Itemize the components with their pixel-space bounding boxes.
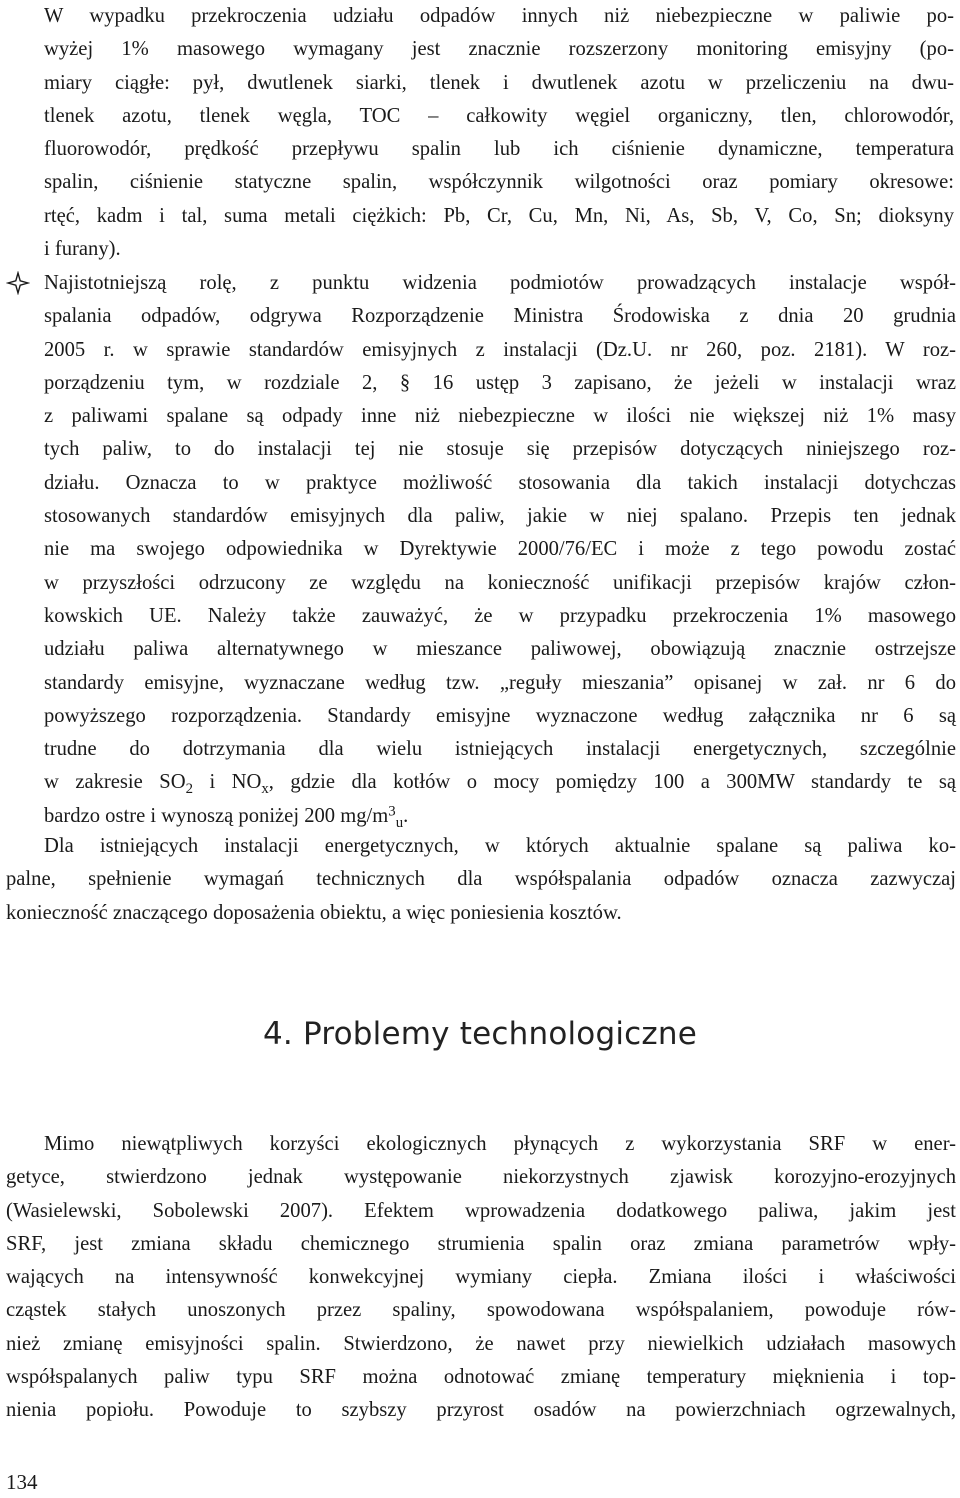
text-line: nież zmianę emisyjności spalin. Stwierdzono, że nawet przy niewielkich udziałach masowych xyxy=(6,1332,956,1355)
text-line: W wypadku przekroczenia udziału odpadów innych niż niebezpieczne w paliwie po- xyxy=(44,5,954,27)
subscript: x xyxy=(261,781,269,798)
text-line: powyższego rozporządzenia. Standardy emisyjne wyznaczone według załącznika nr 6 są xyxy=(44,704,956,727)
text-line: nie ma swojego odpowiednika w Dyrektywie 2000/76/EC i może z tego powodu zostać xyxy=(44,538,956,561)
text-line: (Wasielewski, Sobolewski 2007). Efektem wprowadzenia dodatkowego paliwa, jakim jest xyxy=(6,1199,956,1222)
text-line: tych paliw, to do instalacji tej nie stosuje się przepisów dotyczących niniejszego roz- xyxy=(44,438,956,461)
subscript: u xyxy=(395,814,404,831)
text-line: stosowanych standardów emisyjnych dla paliw, jakie w niej spalano. Przepis ten jednak xyxy=(44,505,956,528)
text-line: kowskich UE. Należy także zauważyć, że w przypadku przekroczenia 1% masowego xyxy=(44,604,956,627)
text-line: wyżej 1% masowego wymagany jest znacznie rozszerzony monitoring emisyjny (po- xyxy=(44,38,954,61)
paragraph-existing-installations xyxy=(6,830,956,930)
text-line-chemical-formulas xyxy=(44,766,956,799)
text-line: Najistotniejszą rolę, z punktu widzenia podmiotów prowadzących instalacje współ- xyxy=(44,272,956,294)
text-line: udziału paliwa alternatywnego w mieszance paliwowej, obowiązują znacznie ostrzejsze xyxy=(44,638,956,661)
text-fragment: , gdzie dla kotłów o mocy pomiędzy 100 a 300MW standardy te są xyxy=(268,771,957,794)
paragraph-regulation xyxy=(44,267,956,833)
paragraph-emission-monitoring xyxy=(44,0,954,266)
text-line: współspalanych paliw typu SRF można odnotować zmianę temperatury mięknienia i top- xyxy=(6,1366,956,1389)
text-line: działu. Oznacza to w praktyce możliwość stosowania dla takich instalacji dotychczas xyxy=(44,471,956,494)
text-line: fluorowodór, prędkość przepływu spalin lub ich ciśnienie dynamiczne, temperatura xyxy=(44,138,954,161)
text-line: Mimo niewątpliwych korzyści ekologicznych płynących z wykorzystania SRF w ener- xyxy=(44,1133,956,1155)
text-line: wających na intensywność konwekcyjnej wymiany ciepła. Zmiana ilości i właściwości xyxy=(6,1266,956,1289)
paragraph-technological-problems xyxy=(6,1128,956,1428)
text-line: w przyszłości odrzucony ze względu na konieczność unifikacji przepisów krajów człon- xyxy=(44,571,956,594)
superscript: 3 xyxy=(388,803,396,820)
page-number: 134 xyxy=(6,1470,38,1494)
subscript: 2 xyxy=(185,781,193,798)
text-line: standardy emisyjne, wyznaczane według tzw. „reguły mieszania” opisanej w zał. nr 6 do xyxy=(44,671,956,694)
text-line: miary ciągłe: pył, dwutlenek siarki, tlenek i dwutlenek azotu w przeliczeniu na dwu- xyxy=(44,71,954,94)
text-fragment: i NO xyxy=(192,771,262,794)
text-fragment: bardzo ostre i wynoszą poniżej 200 mg/m xyxy=(44,804,389,827)
text-line: cząstek stałych unoszonych przez spaliny, spowodowana współspalaniem, powoduje rów- xyxy=(6,1299,956,1322)
text-line: Dla istniejących instalacji energetycznych, w których aktualnie spalane są paliwa ko- xyxy=(44,835,956,857)
text-line: trudne do dotrzymania dla wielu istniejących instalacji energetycznych, szczególnie xyxy=(44,738,956,761)
text-line: z paliwami spalane są odpady inne niż niebezpieczne w ilości nie większej niż 1% masy xyxy=(44,405,956,428)
text-line: i furany). xyxy=(44,238,121,261)
text-fragment: w zakresie SO xyxy=(44,771,186,794)
text-line: spalin, ciśnienie statyczne spalin, współczynnik wilgotności oraz pomiary okresowe: xyxy=(44,171,954,194)
text-line: konieczność znaczącego doposażenia obiektu, a więc poniesienia kosztów. xyxy=(6,901,622,924)
section-heading: 4. Problemy technologiczne xyxy=(262,1016,697,1052)
text-line: rtęć, kadm i tal, suma metali ciężkich: Pb, Cr, Cu, Mn, Ni, As, Sb, V, Co, Sn; dioksyny xyxy=(44,204,954,227)
text-line: getyce, stwierdzono jednak występowanie niekorzystnych zjawisk korozyjno-erozyjnych xyxy=(6,1166,956,1189)
text-line: porządzeniu tym, w rozdziale 2, § 16 ustęp 3 zapisano, że jeżeli w instalacji wraz xyxy=(44,371,956,394)
text-line: SRF, jest zmiana składu chemicznego strumienia spalin oraz zmiana parametrów wpły- xyxy=(6,1232,956,1255)
four-point-star-outline-icon xyxy=(6,271,30,295)
text-line: spalania odpadów, odgrywa Rozporządzenie Ministra Środowiska z dnia 20 grudnia xyxy=(44,305,956,328)
text-line: nienia popiołu. Powoduje to szybszy przyrost osadów na powierzchniach ogrzewalnych, xyxy=(6,1399,956,1422)
text-line-unit xyxy=(44,800,956,833)
text-fragment: . xyxy=(403,804,409,827)
text-line: tlenek azotu, tlenek węgla, TOC – całkowity węgiel organiczny, tlen, chlorowodór, xyxy=(44,104,954,127)
text-line: palne, spełnienie wymagań technicznych dla współspalania odpadów oznacza zazwyczaj xyxy=(6,868,956,891)
text-line: 2005 r. w sprawie standardów emisyjnych z instalacji (Dz.U. nr 260, poz. 2181). W roz- xyxy=(44,338,956,361)
